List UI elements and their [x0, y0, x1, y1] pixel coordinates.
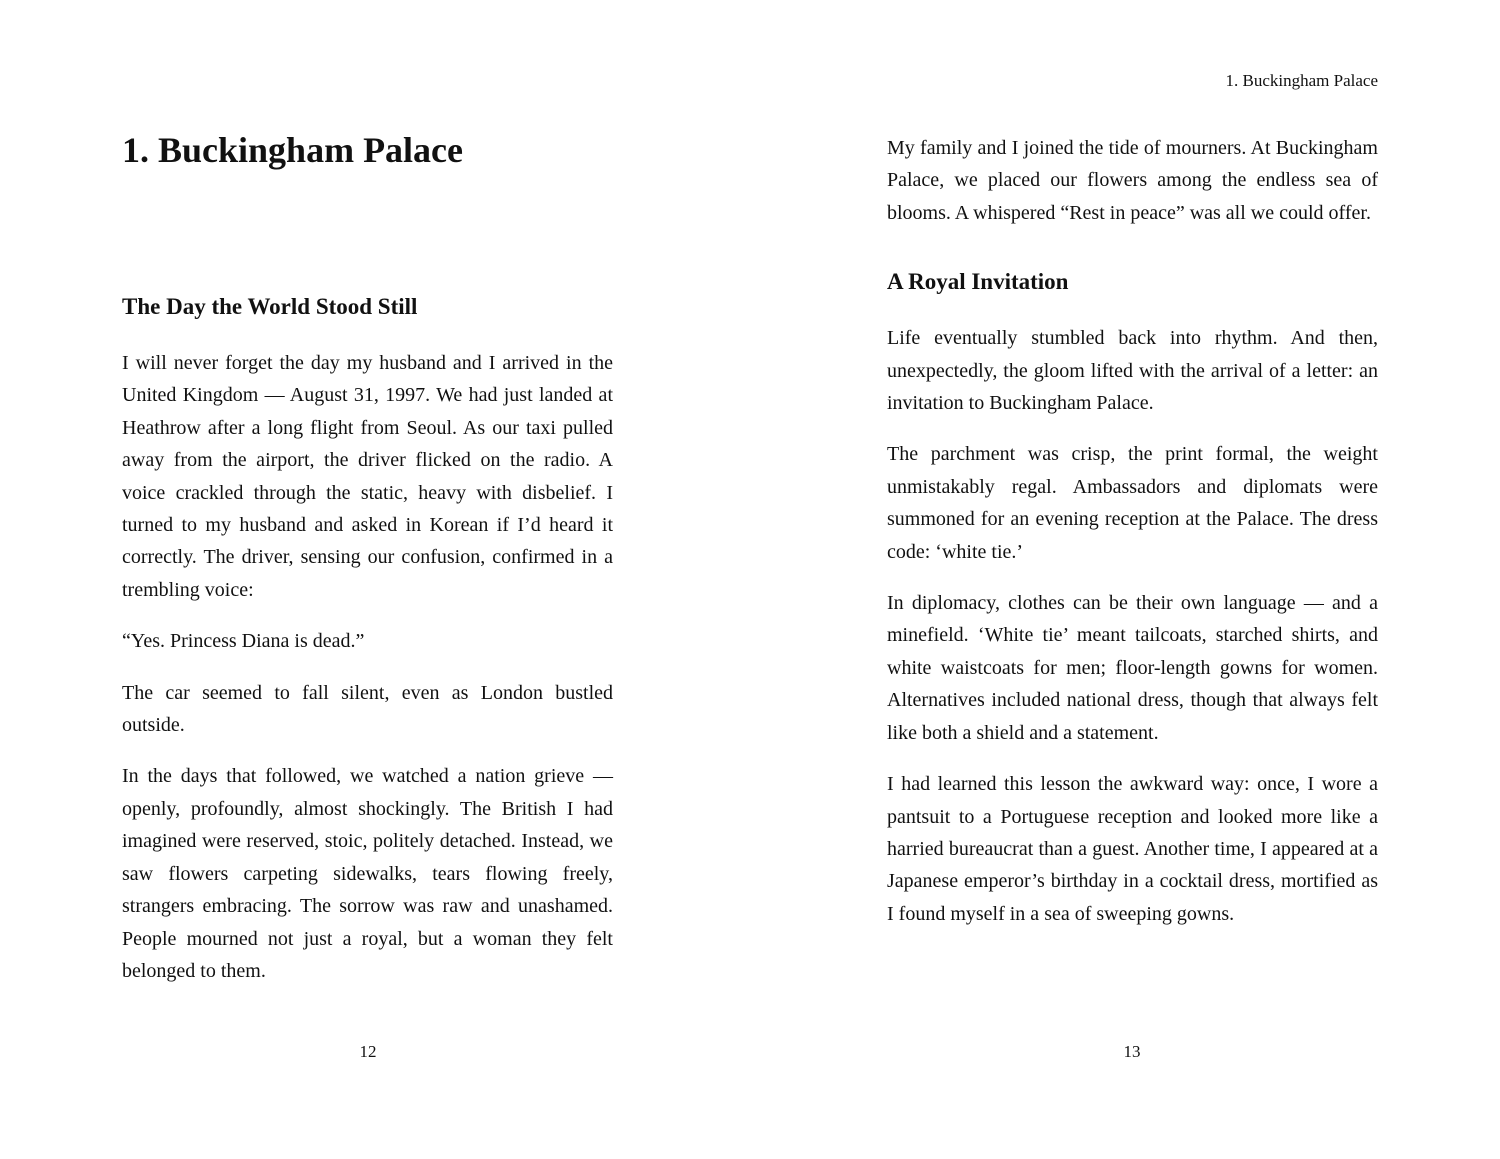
left-text-block — [122, 290, 613, 1006]
body-paragraph: Life eventually stumbled back into rhythm. And then, unexpectedly, the gloom lifted with the arrival of a letter: an invitation to Buckingham Palace. — [887, 327, 1378, 415]
page-number: 12 — [359, 1042, 377, 1061]
body-paragraph: I will never forget the day my husband and I arrived in the United Kingdom — August 31, 1997. We had just landed at Heathrow after a long flight from Seoul. As our taxi pulled away from the airport, the driver flicked on the radio. A voice crackled through the static, heavy with disbelief. I turned to my husband and asked in Korean if I’d heard it correctly. The driver, sensing our confusion, confirmed in a trembling voice: — [122, 352, 613, 601]
right-text-block — [887, 132, 1378, 949]
section-heading: A Royal Invitation — [887, 269, 1069, 295]
body-paragraph: In diplomacy, clothes can be their own language — and a minefield. ‘White tie’ meant tailcoats, starched shirts, and white waistcoats for men; floor-length gowns for women. Alternatives included national dress, though that always felt like both a shield and a statement. — [887, 592, 1378, 744]
body-paragraph: The parchment was crisp, the print formal, the weight unmistakably regal. Ambassadors and diplomats were summoned for an evening reception at the Palace. The dress code: ‘white tie.’ — [887, 443, 1378, 563]
section-heading: The Day the World Stood Still — [122, 294, 418, 319]
body-paragraph: My family and I joined the tide of mourners. At Buckingham Palace, we placed our flowers among the endless sea of blooms. A whispered “Rest in peace” was all we could offer. — [887, 137, 1378, 224]
body-paragraph: In the days that followed, we watched a nation grieve — openly, profoundly, almost shockingly. The British I had imagined were reserved, stoic, politely detached. Instead, we saw flowers carpeting sidewalks, tears flowing freely, strangers embracing. The sorrow was raw and unashamed. People mourned not just a royal, but a woman they felt belonged to them. — [122, 765, 613, 982]
body-paragraph: The car seemed to fall silent, even as London bustled outside. — [122, 681, 613, 737]
running-head: 1. Buckingham Palace — [1225, 71, 1378, 90]
quote-paragraph: “Yes. Princess Diana is dead.” — [122, 630, 365, 653]
body-paragraph: I had learned this lesson the awkward way: once, I wore a pantsuit to a Portuguese reception and looked more like a harried bureaucrat than a guest. Another time, I appeared at a Japanese emperor’s birthday in a cocktail dress, mortified as I found myself in a sea of sweeping gowns. — [887, 773, 1378, 925]
chapter-title: 1. Buckingham Palace — [122, 130, 464, 170]
page-number: 13 — [1123, 1042, 1141, 1061]
right-page — [750, 0, 1500, 1159]
